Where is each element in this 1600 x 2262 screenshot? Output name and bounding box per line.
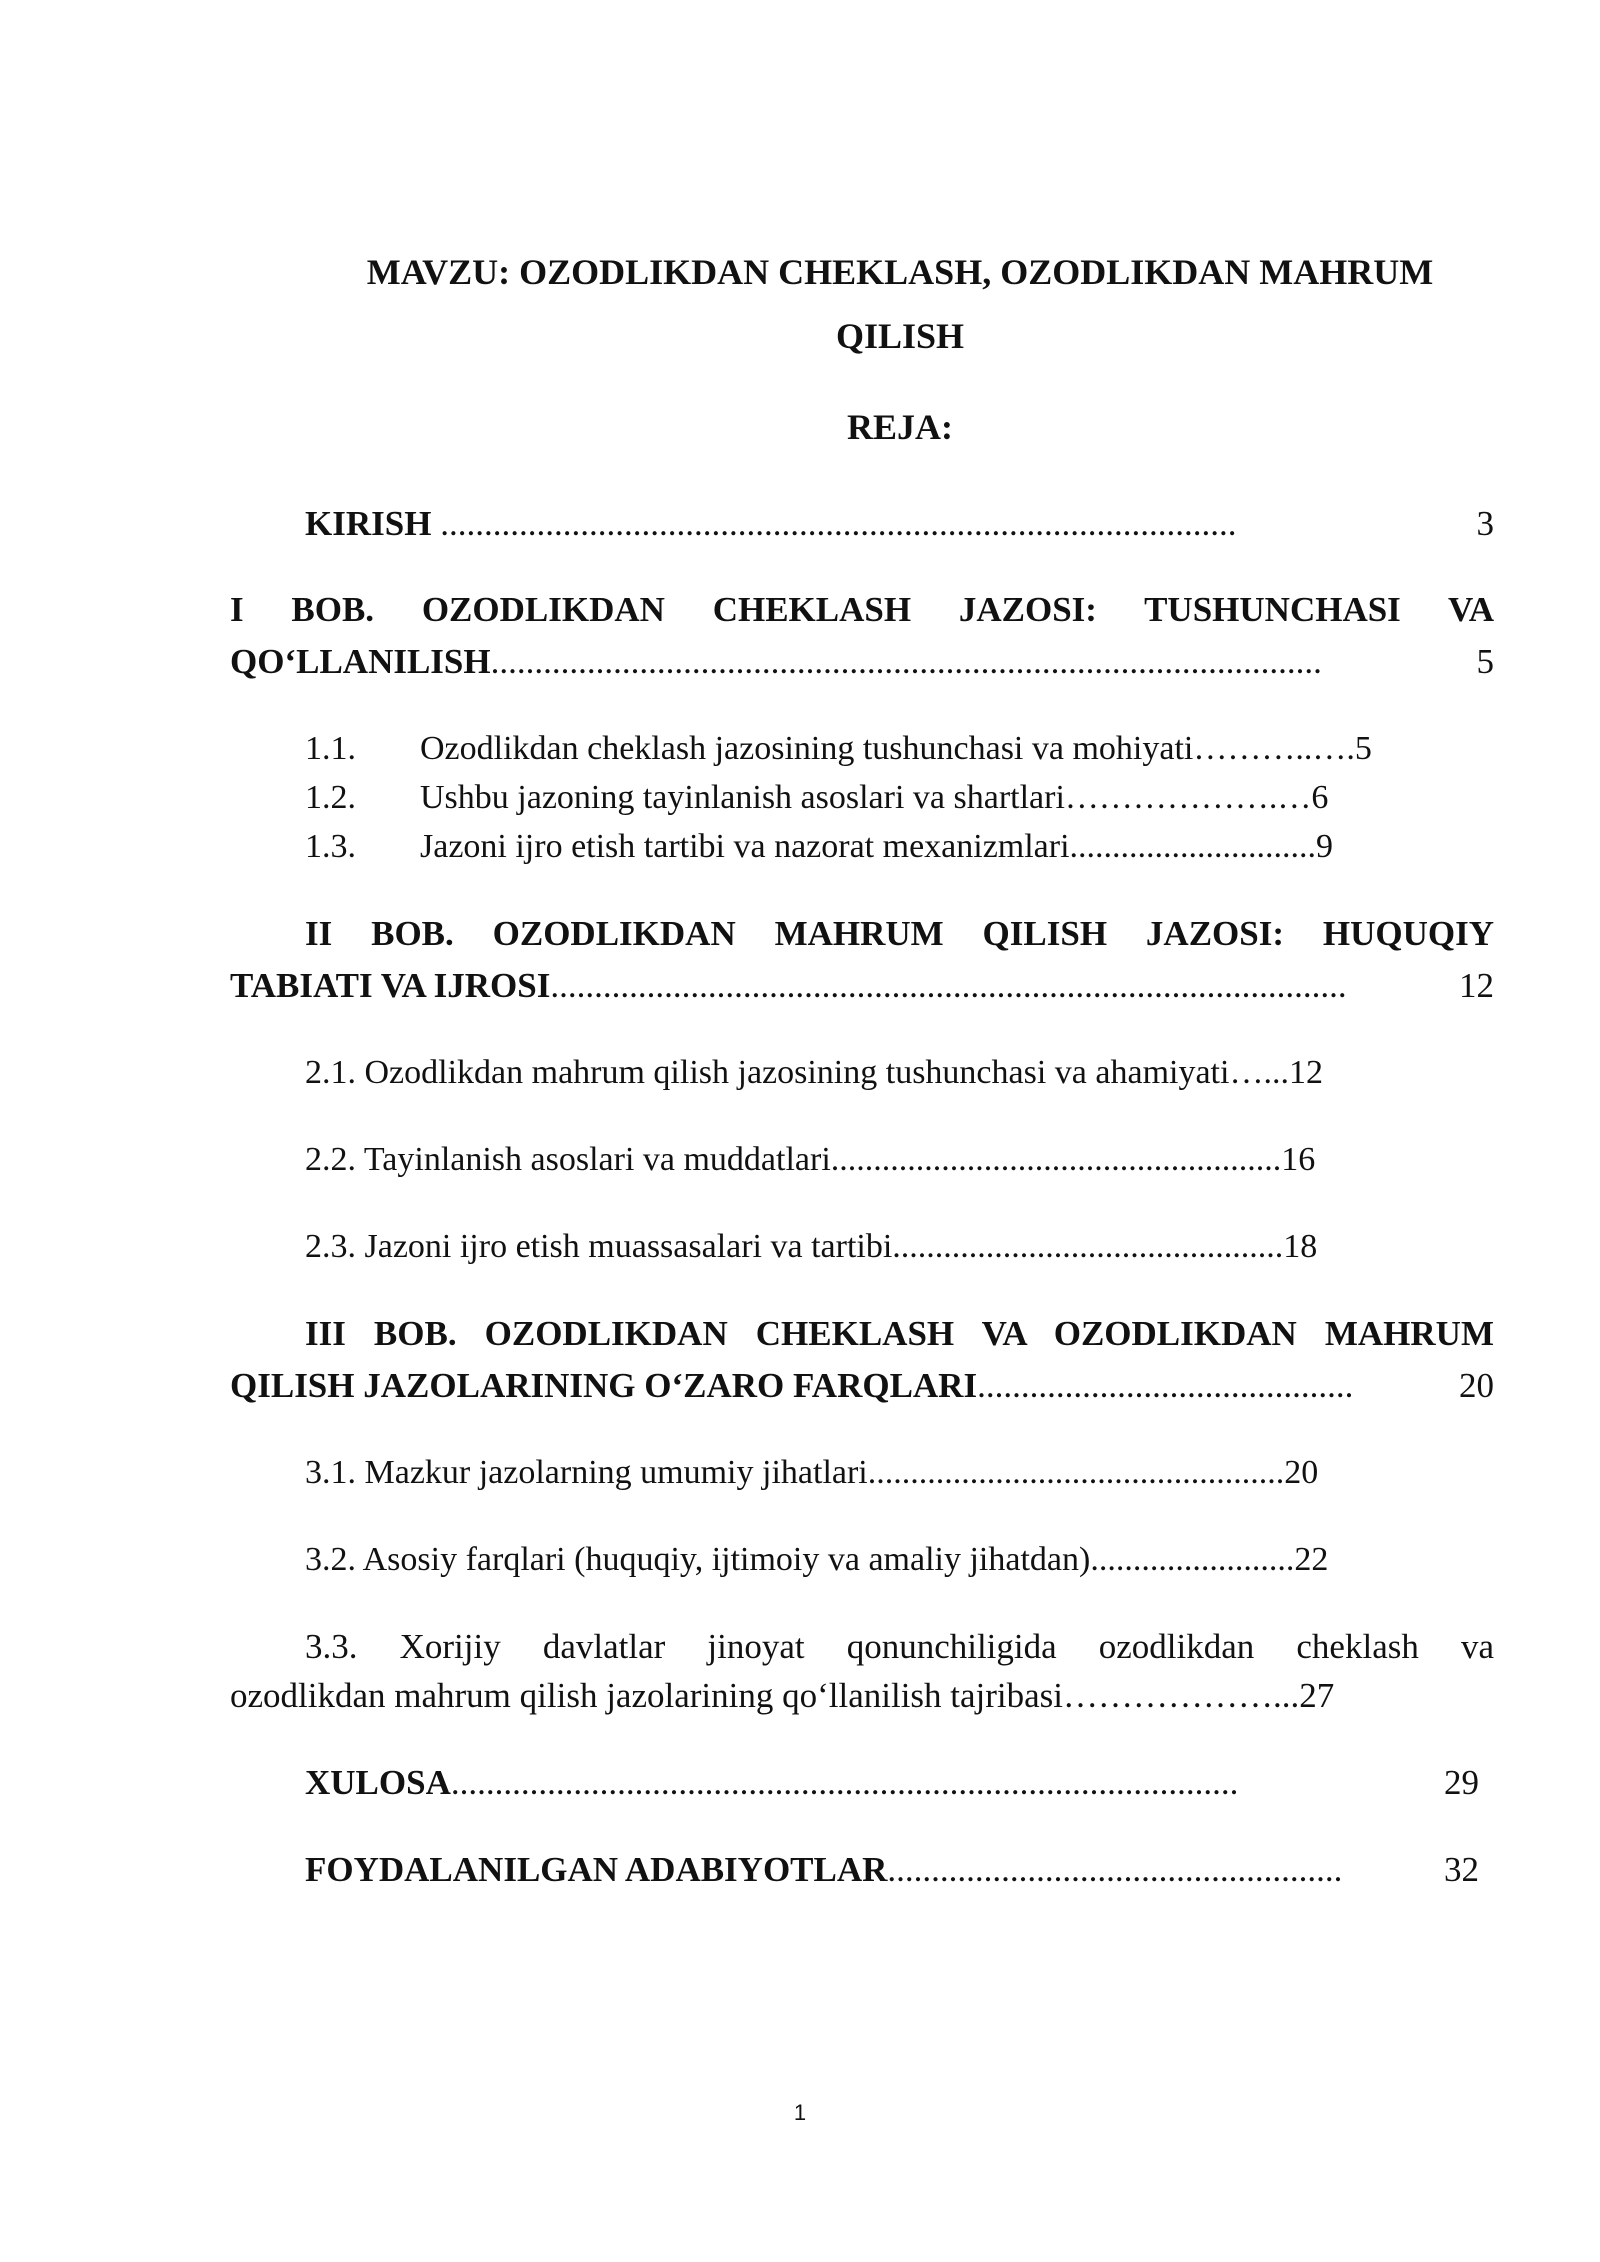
toc-item-number: 1.3.	[305, 828, 356, 865]
toc-item-text: Jazoni ijro etish tartibi va nazorat mexanizmlari.............................9	[420, 828, 1334, 865]
toc-item-number: 1.1.	[305, 730, 356, 767]
toc-leader: ..........................................................................................	[450, 1763, 1239, 1802]
toc-leader: ...........................................	[977, 1366, 1354, 1405]
toc-page-number: 29	[1442, 1761, 1479, 1805]
toc-chapter-3-line-1: III BOB. OZODLIKDAN CHEKLASH VA OZODLIKDAN MAHRUM	[305, 1314, 1494, 1353]
toc-page-number: 20	[1457, 1364, 1494, 1408]
toc-item: 3.1. Mazkur jazolarning umumiy jihatlari.................................................20	[305, 1454, 1319, 1491]
toc-kirish-label: KIRISH	[305, 504, 432, 543]
toc-chapter-3-label: QILISH JAZOLARINING O‘ZARO FARQLARI	[230, 1366, 978, 1405]
toc-leader: ...............................................................................................	[490, 642, 1322, 681]
title-line-2: QILISH	[835, 316, 965, 356]
toc-xulosa	[305, 1761, 1479, 1805]
toc-leader: ...........................................................................................	[431, 504, 1237, 543]
toc-page-number: 5	[1475, 640, 1495, 684]
toc-references	[305, 1848, 1479, 1892]
page-number: 1	[793, 2100, 807, 2125]
toc-chapter-3-line-2	[230, 1364, 1494, 1408]
toc-item-3-3-line-1: 3.3. Xorijiy davlatlar jinoyat qonunchiligida ozodlikdan cheklash va	[305, 1627, 1494, 1666]
toc-chapter-1-line-1: I BOB. OZODLIKDAN CHEKLASH JAZOSI: TUSHUNCHASI VA	[230, 590, 1494, 629]
toc-item: 3.2. Asosiy farqlari (huquqiy, ijtimoiy va amaliy jihatdan)........................22	[305, 1541, 1329, 1578]
toc-page-number: 12	[1457, 964, 1494, 1008]
toc-page-number: 3	[1475, 502, 1495, 546]
toc-item-3-3-line-2: ozodlikdan mahrum qilish jazolarining qo‘llanilish tajribasi………………...27	[230, 1676, 1335, 1715]
toc-page-number: 32	[1442, 1848, 1479, 1892]
toc-chapter-2-line-1: II BOB. OZODLIKDAN MAHRUM QILISH JAZOSI: HUQUQIY	[305, 914, 1494, 953]
toc-chapter-2-line-2	[230, 964, 1494, 1008]
toc-chapter-1-label: QO‘LLANILISH	[230, 642, 491, 681]
toc-item-text: Ozodlikdan cheklash jazosining tushunchasi va mohiyati………..….5	[420, 730, 1372, 767]
toc-item	[305, 727, 1495, 771]
title-line-1: MAVZU: OZODLIKDAN CHEKLASH, OZODLIKDAN MAHRUM	[366, 252, 1434, 292]
toc-kirish	[305, 502, 1494, 546]
toc-chapter-1-line-2	[230, 640, 1494, 684]
plan-heading: REJA:	[847, 407, 953, 447]
toc-item: 2.1. Ozodlikdan mahrum qilish jazosining tushunchasi va ahamiyati…...12	[305, 1054, 1323, 1091]
toc-leader: ....................................................	[887, 1850, 1343, 1889]
toc-item: 2.2. Tayinlanish asoslari va muddatlari.....................................................16	[305, 1141, 1316, 1178]
toc-chapter-2-label: TABIATI VA IJROSI	[230, 966, 551, 1005]
toc-item-number: 1.2.	[305, 779, 356, 816]
toc-references-label: FOYDALANILGAN ADABIYOTLAR	[305, 1850, 888, 1889]
toc-item	[305, 825, 1495, 869]
toc-item	[305, 776, 1495, 820]
toc-item-text: Ushbu jazoning tayinlanish asoslari va shartlari……………….…6	[420, 779, 1329, 816]
toc-leader: ...........................................................................................	[550, 966, 1347, 1005]
toc-item: 2.3. Jazoni ijro etish muassasalari va tartibi..............................................18	[305, 1228, 1318, 1265]
toc-xulosa-label: XULOSA	[305, 1763, 451, 1802]
